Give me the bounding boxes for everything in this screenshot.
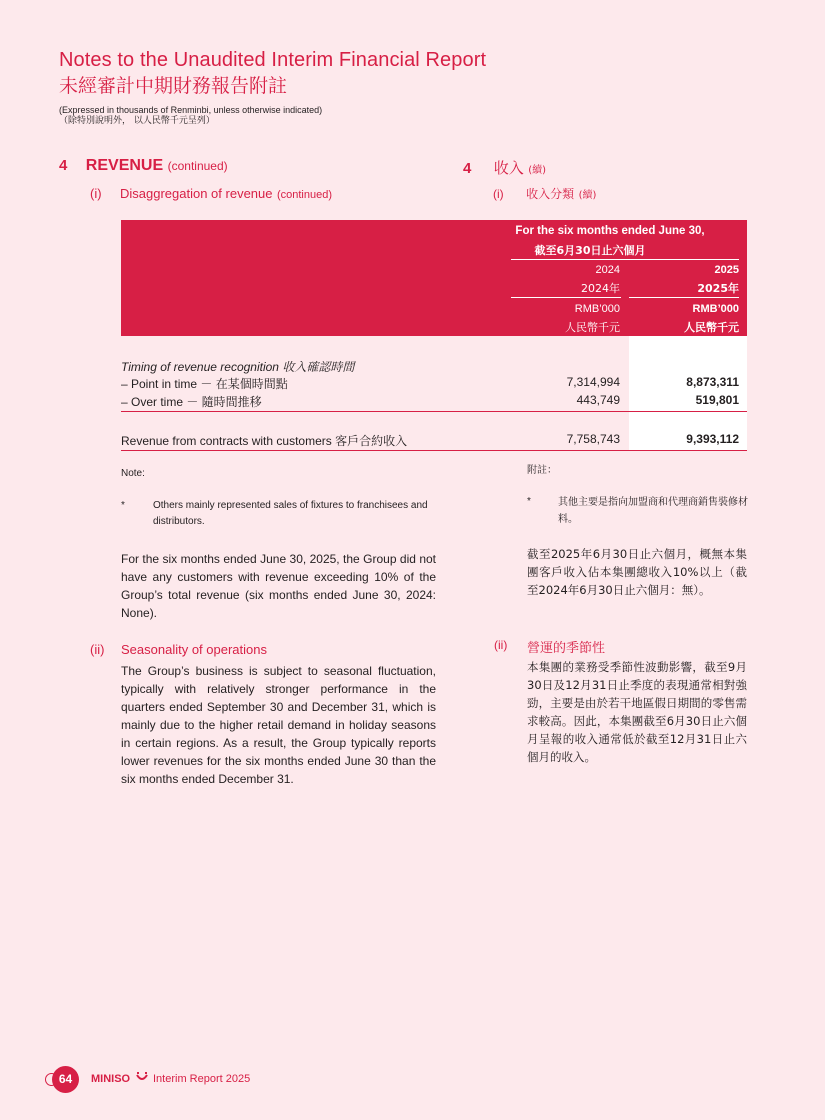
page-number: 64 <box>52 1066 79 1093</box>
subtotal-rule <box>121 411 747 412</box>
unit-2024-zh: 人民幣千元 <box>565 321 620 334</box>
subsection-number: (i) <box>90 186 102 201</box>
section-continued-zh: (續) <box>528 165 547 176</box>
table-group-label <box>121 358 747 376</box>
subsection-i-zh <box>493 185 596 203</box>
subsection-continued-en: (continued) <box>276 189 332 201</box>
year1-underline <box>511 297 621 298</box>
note-star-en: * <box>121 500 125 511</box>
seasonality-title-zh: 營運的季節性 <box>527 641 606 656</box>
subsection-ii-number-en: (ii) <box>90 642 105 657</box>
seasonality-body-en: The Group’s business is subject to seasonal fluctuation, typically with relatively stronger performance in the quarters ended September 30 and December 31, which is mainly due to the higher retail demand in holiday seasons in certain regions. As a result, the Group typically reports lower revenues for the six months ended June 30 than the six months ended December 31. <box>121 664 436 786</box>
row-label: – Over time － 隨時間推移 <box>121 395 262 409</box>
section-number-zh: 4 <box>463 160 472 177</box>
year-2025: 2025 <box>714 264 739 276</box>
expressed-note-zh: （除特別說明外， 以人民幣千元呈列） <box>59 116 215 126</box>
note-star-zh: * <box>527 496 531 507</box>
subsection-ii-number-zh: (ii) <box>494 638 508 652</box>
page-title-en: Notes to the Unaudited Interim Financial Report <box>59 49 487 71</box>
unit-2025: RMB’000 <box>692 303 739 315</box>
seasonality-title-en: Seasonality of operations <box>121 642 267 657</box>
row-value-2024: 7,314,994 <box>566 375 620 389</box>
group-label-text: Timing of revenue recognition 收入確認時間 <box>121 360 355 374</box>
table-row <box>121 393 747 411</box>
smile-logo-icon <box>135 1071 149 1086</box>
section-number: 4 <box>59 157 68 174</box>
section-title-zh: 收入 <box>493 159 524 177</box>
note-heading-zh: 附註： <box>527 465 557 476</box>
note-heading-en: Note: <box>121 468 145 479</box>
row-value-2025: 8,873,311 <box>686 375 739 389</box>
section-heading-en <box>59 157 228 175</box>
report-name: Interim Report 2025 <box>153 1073 251 1085</box>
total-value-2025: 9,393,112 <box>686 432 739 446</box>
row-value-2025: 519,801 <box>695 393 739 407</box>
customer-paragraph-zh: 截至2025年6月30日止六個月，概無本集團客戶收入佔本集團總收入10%以上（截至2024年6月30日止六個月：無）。 <box>527 547 747 597</box>
brand-logo: MINISO <box>91 1073 131 1085</box>
note-star-text-zh: 其他主要是指向加盟商和代理商銷售裝修材料。 <box>558 497 748 525</box>
subsection-title-zh: 收入分類 <box>526 187 575 201</box>
table-total-row <box>121 432 747 450</box>
note-star-text-en: Others mainly represented sales of fixtures to franchisees and distributors. <box>153 500 428 527</box>
table-row <box>121 375 747 393</box>
seasonality-body-zh: 本集團的業務受季節性波動影響，截至9月30日及12月31日止季度的表現通常相對強勁，主要是由於若干地區假日期間的零售需求較高。因此，本集團截至6月30日止六個月呈報的收入通常低於截至12月31日止六個月的收入。 <box>527 660 747 764</box>
section-continued-en: (continued) <box>167 159 228 173</box>
expressed-note <box>59 105 322 127</box>
row-label: – Point in time － 在某個時間點 <box>121 377 288 391</box>
revenue-table-header <box>121 220 747 336</box>
period-underline <box>511 259 739 260</box>
subsection-continued-zh: (續) <box>578 190 597 201</box>
expressed-note-en: (Expressed in thousands of Renminbi, unless otherwise indicated) <box>59 105 323 115</box>
year2-underline <box>629 297 739 298</box>
smile-icon-svg <box>135 1071 149 1083</box>
period-label-zh: 截至6月30日止六個月 <box>534 244 646 257</box>
total-value-2024: 7,758,743 <box>566 432 620 446</box>
subsection-i-en <box>90 185 332 203</box>
subsection-title-en: Disaggregation of revenue <box>120 186 273 201</box>
page-title-zh: 未經審計中期財務報告附註 <box>59 75 288 97</box>
total-label: Revenue from contracts with customers 客戶合約收入 <box>121 434 408 448</box>
year-2025-zh: 2025年 <box>697 282 739 295</box>
section-title-en: REVENUE <box>85 157 164 174</box>
customer-paragraph-en: For the six months ended June 30, 2025, the Group did not have any customers with revenue exceeding 10% of the Group’s total revenue (six months ended June 30, 2024: None). <box>121 552 436 620</box>
year-2024-zh: 2024年 <box>581 282 620 295</box>
unit-2024: RMB’000 <box>574 303 620 315</box>
period-label-en: For the six months ended June 30, <box>515 225 705 237</box>
total-rule <box>121 450 747 451</box>
year-2024: 2024 <box>595 264 620 276</box>
unit-2025-zh: 人民幣千元 <box>684 321 739 334</box>
section-heading-zh <box>463 157 546 178</box>
row-value-2024: 443,749 <box>576 393 620 407</box>
subsection-number-zh: (i) <box>493 187 504 201</box>
